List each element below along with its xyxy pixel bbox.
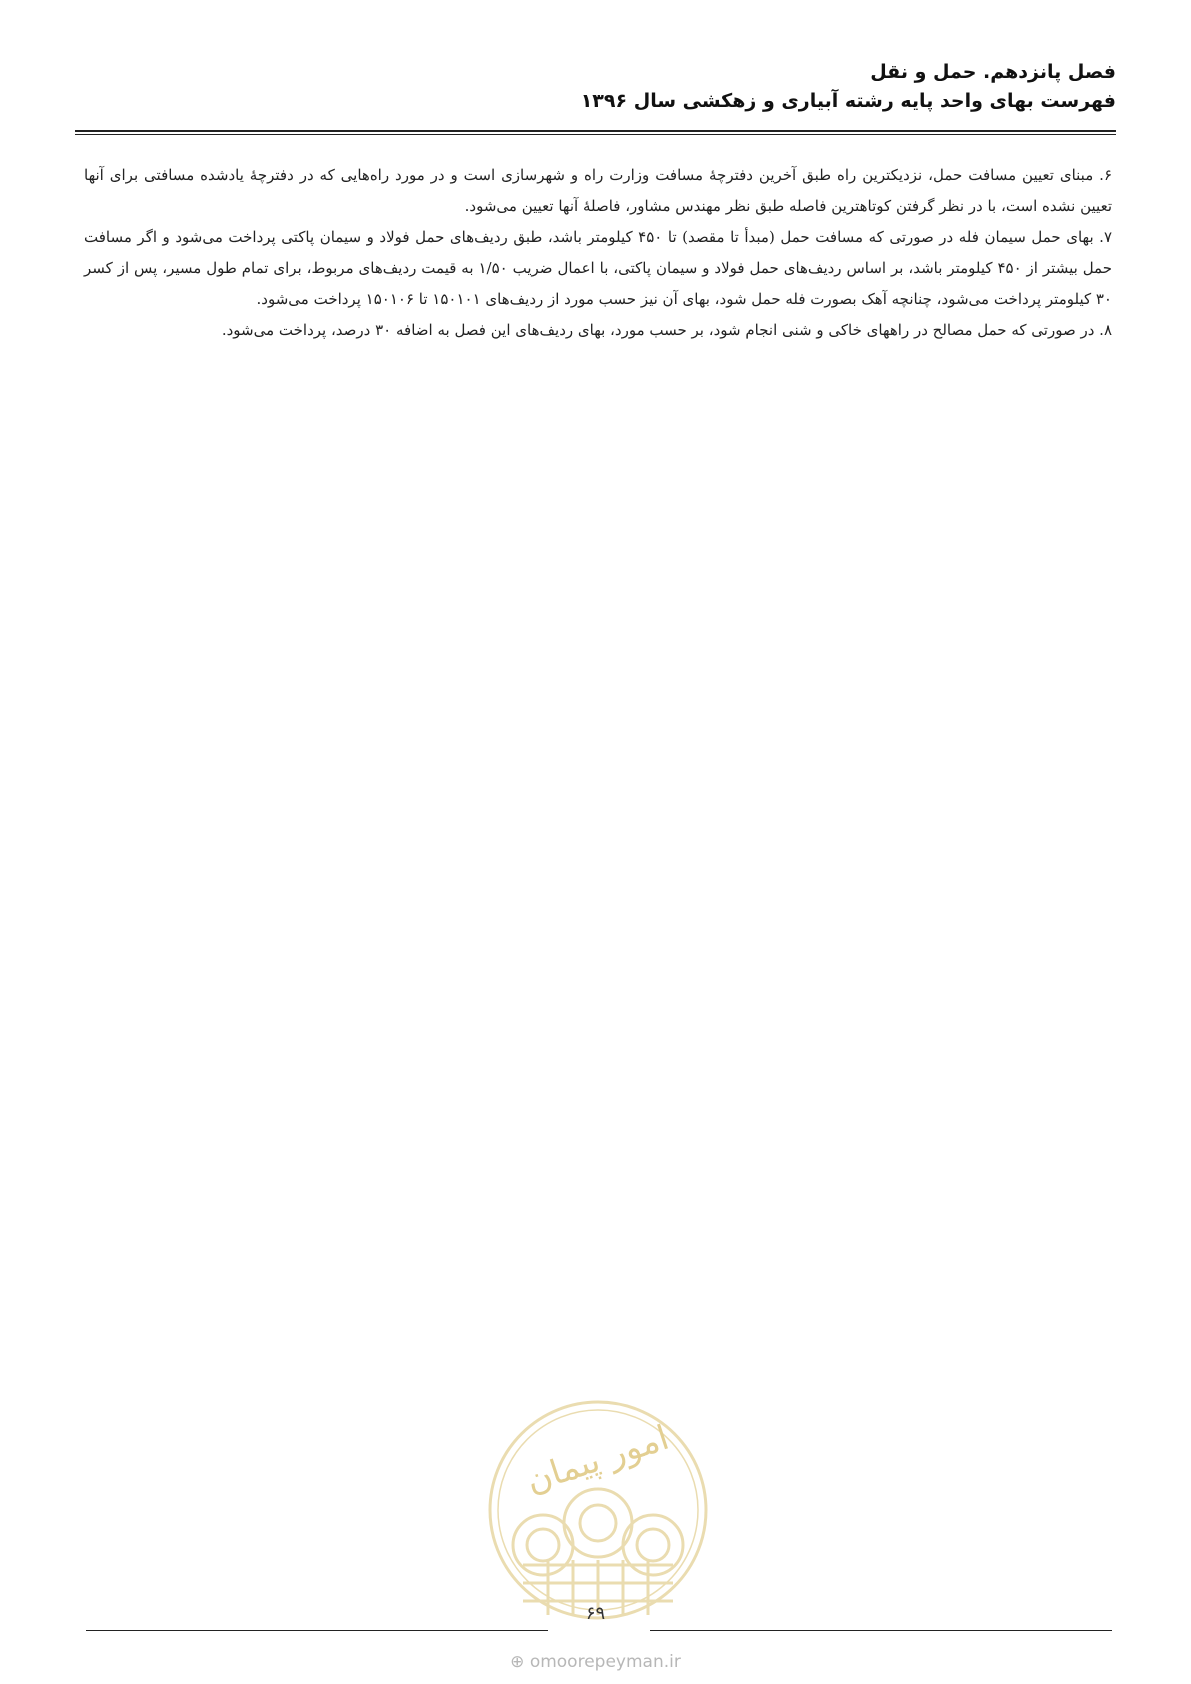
watermark-url xyxy=(0,1652,1191,1672)
footer-rule-left xyxy=(86,1630,548,1631)
footer-rule-right xyxy=(650,1630,1112,1631)
page-header xyxy=(76,58,1116,116)
paragraph-8: ۸. در صورتی که حمل مصالح در راههای خاکی و شنی انجام شود، بر حسب مورد، بهای ردیف‌های این فصل به اضافه ۳۰ درصد، پرداخت می‌شود. xyxy=(221,321,1112,339)
body-text xyxy=(84,160,1112,346)
watermark-seal-icon xyxy=(483,1395,713,1625)
globe-icon: ⊕ xyxy=(510,1652,525,1672)
paragraph-7: ۷. بهای حمل سیمان فله در صورتی که مسافت حمل (مبدأ تا مقصد) تا ۴۵۰ کیلومتر باشد، طبق ردیف‌های حمل فولاد و سیمان پاکتی پرداخت می‌شود و اگر مسافت حمل بیشتر از ۴۵۰ کیلومتر باشد، بر اساس ردیف‌های حمل فولاد و سیمان پاکتی، با اعمال ضریب ۱/۵۰ به قیمت ردیف‌های مربوط، برای تمام طول مسیر، پس از کسر ۳۰ کیلومتر پرداخت می‌شود، چنانچه آهک بصورت فله حمل شود، بهای آن نیز حسب مورد از ردیف‌های ۱۵۰۱۰۱ تا ۱۵۰۱۰۶ پرداخت می‌شود. xyxy=(84,228,1113,308)
paragraph-6: ۶. مبنای تعیین مسافت حمل، نزدیکترین راه طبق آخرین دفترچهٔ مسافت وزارت راه و شهرسازی است و در مورد راه‌هایی که در دفترچهٔ یادشده مسافتی برای آنها تعیین نشده است، با در نظر گرفتن کوتاهترین فاصله طبق نظر مهندس مشاور، فاصلهٔ آنها تعیین می‌شود. xyxy=(84,166,1112,215)
watermark-text: omoorepeyman.ir xyxy=(529,1652,681,1672)
seal-text: امور پیمان xyxy=(521,1417,674,1502)
document-title: فهرست بهای واحد پایه رشته آبیاری و زهکشی سال ۱۳۹۶ xyxy=(580,90,1116,112)
page-number: ۶۹ xyxy=(585,1603,606,1624)
header-rule-thick xyxy=(75,130,1116,132)
header-rule-thin xyxy=(75,134,1116,135)
chapter-title: فصل پانزدهم. حمل و نقل xyxy=(870,61,1116,83)
